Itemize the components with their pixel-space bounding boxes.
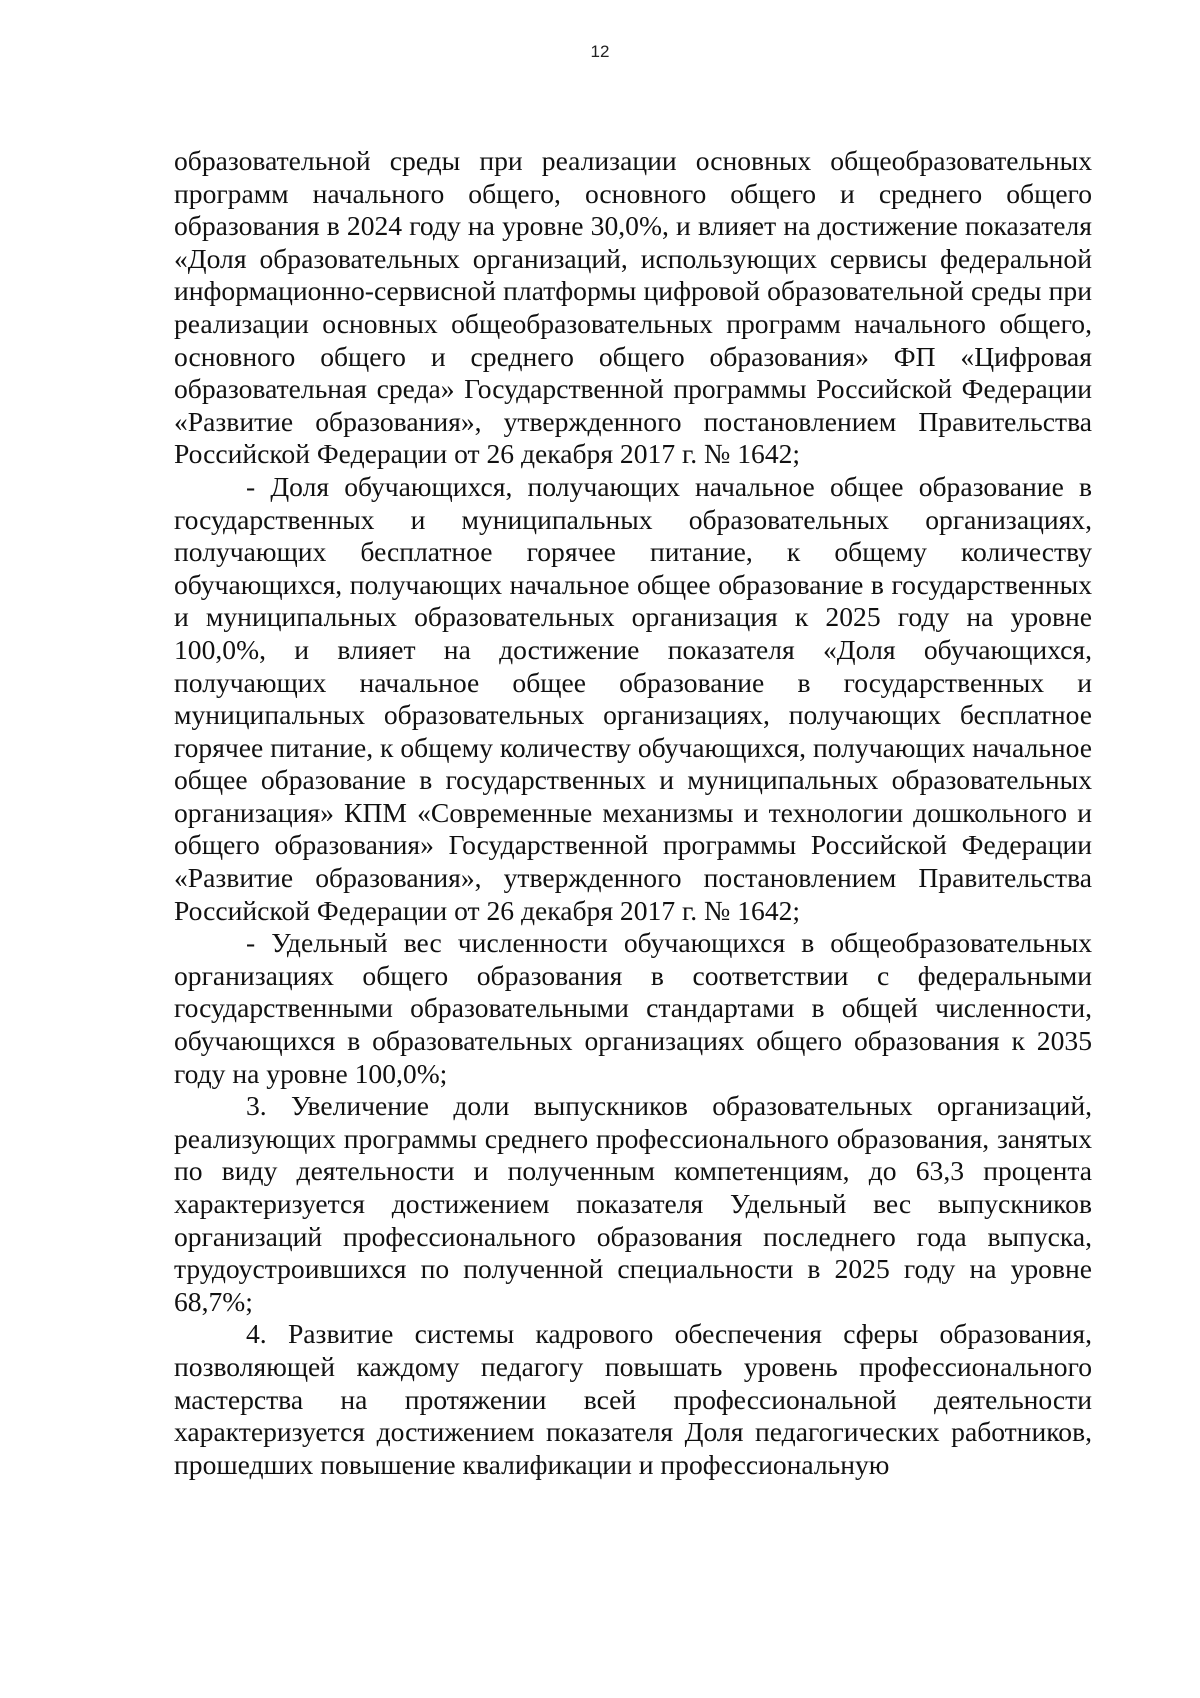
paragraph-item-4: 4. Развитие системы кадрового обеспечения сферы образования, позволяющей каждому педагогу повышать уровень профессионального мастерства на протяжении всей профессиональной деятельности характеризуется достижением показателя Доля педагогических работников, прошедших повышение квалификации и профессиональную	[174, 1318, 1092, 1480]
paragraph-fgos-share: - Удельный вес численности обучающихся в общеобразовательных организациях общего образования в соответствии с федеральными государственными образовательными стандартами в общей численности, обучающихся в образовательных организациях общего образования к 2035 году на уровне 100,0%;	[174, 927, 1092, 1089]
paragraph-item-3: 3. Увеличение доли выпускников образовательных организаций, реализующих программы среднего профессионального образования, занятых по виду деятельности и полученным компетенциям, до 63,3 процента характеризуется достижением показателя Удельный вес выпускников организаций профессионального образования последнего года выпуска, трудоустроившихся по полученной специальности в 2025 году на уровне 68,7%;	[174, 1090, 1092, 1317]
paragraph-continuation: образовательной среды при реализации основных общеобразовательных программ начального общего, основного общего и среднего общего образования в 2024 году на уровне 30,0%, и влияет на достижение показателя «Доля образовательных организаций, использующих сервисы федеральной информационно-сервисной платформы цифровой образовательной среды при реализации основных общеобразовательных программ начального общего, основного общего и среднего общего образования» ФП «Цифровая образовательная среда» Государственной программы Российской Федерации «Развитие образования», утвержденного постановлением Правительства Российской Федерации от 26 декабря 2017 г. № 1642;	[174, 145, 1092, 470]
paragraph-hot-meals-indicator: - Доля обучающихся, получающих начальное общее образование в государственных и муниципальных образовательных организациях, получающих бесплатное горячее питание, к общему количеству обучающихся, получающих начальное общее образование в государственных и муниципальных образовательных организация к 2025 году на уровне 100,0%, и влияет на достижение показателя «Доля обучающихся, получающих начальное общее образование в государственных и муниципальных образовательных организациях, получающих бесплатное горячее питание, к общему количеству обучающихся, получающих начальное общее образование в государственных и муниципальных образовательных организация» КПМ «Современные механизмы и технологии дошкольного и общего образования» Государственной программы Российской Федерации «Развитие образования», утвержденного постановлением Правительства Российской Федерации от 26 декабря 2017 г. № 1642;	[174, 470, 1092, 926]
page-number: 12	[590, 42, 610, 61]
document-body	[174, 145, 1092, 1481]
